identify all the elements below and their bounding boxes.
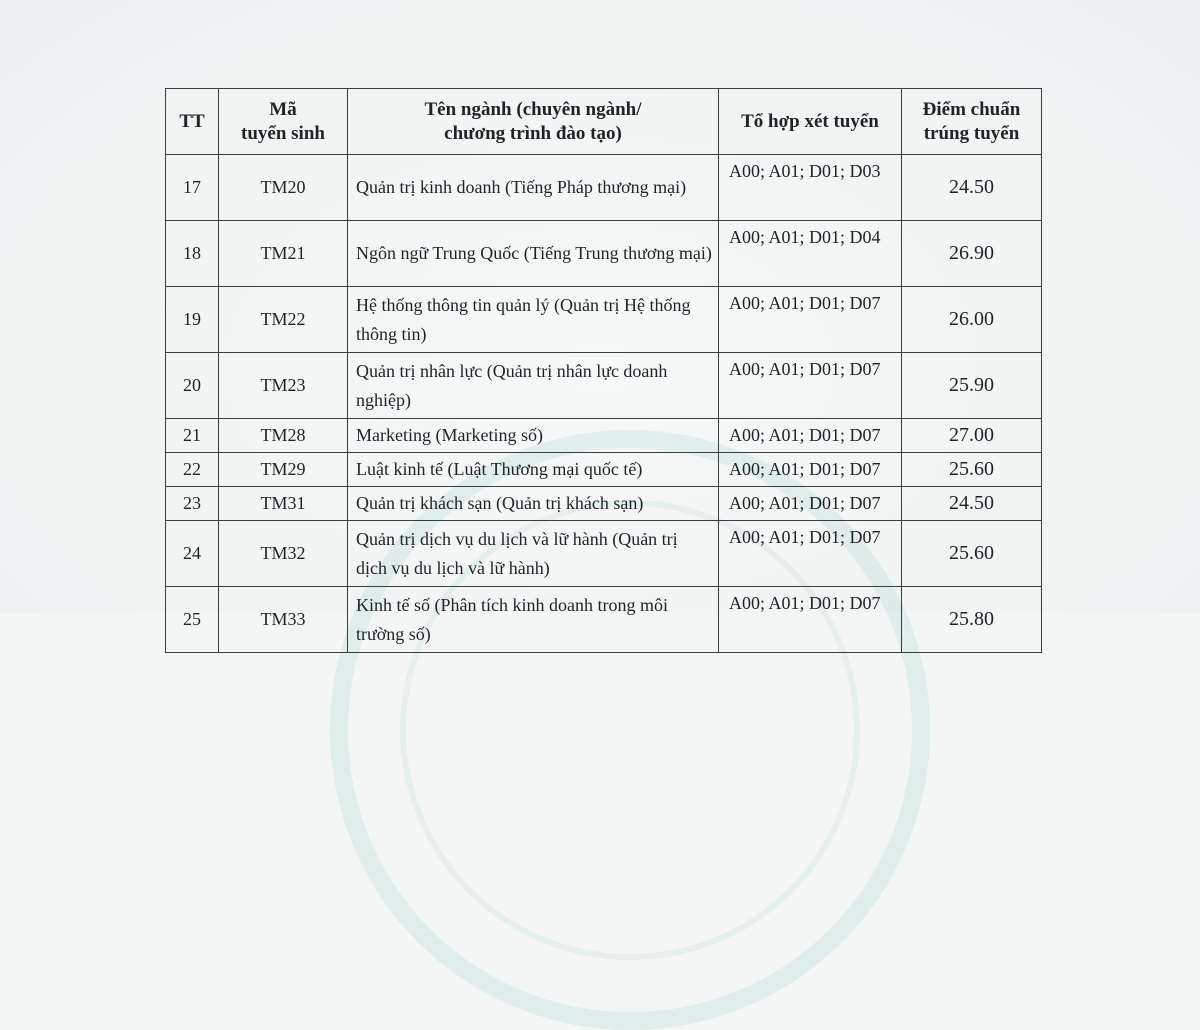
row-code: TM23	[219, 353, 348, 419]
row-tt: 18	[166, 221, 219, 287]
row-combo: A00; A01; D01; D04	[719, 221, 902, 287]
row-combo: A00; A01; D01; D07	[719, 353, 902, 419]
header-code	[219, 89, 348, 155]
row-code: TM32	[219, 521, 348, 587]
row-tt: 21	[166, 419, 219, 453]
row-score: 25.90	[902, 353, 1042, 419]
row-combo: A00; A01; D01; D07	[719, 521, 902, 587]
row-name: Quản trị khách sạn (Quản trị khách sạn)	[348, 487, 719, 521]
header-name	[348, 89, 719, 155]
row-tt: 17	[166, 155, 219, 221]
table-row	[166, 287, 1042, 353]
row-tt: 25	[166, 587, 219, 653]
row-score: 25.60	[902, 453, 1042, 487]
row-name: Quản trị nhân lực (Quản trị nhân lực doanh nghiệp)	[348, 353, 719, 419]
row-name: Luật kinh tế (Luật Thương mại quốc tế)	[348, 453, 719, 487]
row-code: TM28	[219, 419, 348, 453]
row-score: 24.50	[902, 155, 1042, 221]
row-combo: A00; A01; D01; D07	[719, 287, 902, 353]
row-tt: 23	[166, 487, 219, 521]
row-combo: A00; A01; D01; D07	[719, 587, 902, 653]
row-name: Marketing (Marketing số)	[348, 419, 719, 453]
table-row	[166, 221, 1042, 287]
header-tt: TT	[166, 89, 219, 155]
header-score-text: Điểm chuẩn trúng tuyển	[922, 98, 1021, 144]
row-score: 26.00	[902, 287, 1042, 353]
row-code: TM29	[219, 453, 348, 487]
table-row	[166, 487, 1042, 521]
header-code-text: Mã tuyển sinh	[241, 98, 325, 144]
header-combo: Tổ hợp xét tuyển	[719, 89, 902, 155]
row-score: 27.00	[902, 419, 1042, 453]
row-name: Quản trị dịch vụ du lịch và lữ hành (Quản trị dịch vụ du lịch và lữ hành)	[348, 521, 719, 587]
row-score: 24.50	[902, 487, 1042, 521]
table-row	[166, 155, 1042, 221]
row-code: TM33	[219, 587, 348, 653]
row-tt: 19	[166, 287, 219, 353]
table-header-row	[166, 89, 1042, 155]
row-combo: A00; A01; D01; D07	[719, 487, 902, 521]
row-name: Kinh tế số (Phân tích kinh doanh trong môi trường số)	[348, 587, 719, 653]
table-row	[166, 419, 1042, 453]
row-code: TM21	[219, 221, 348, 287]
table-row	[166, 453, 1042, 487]
row-code: TM31	[219, 487, 348, 521]
row-code: TM20	[219, 155, 348, 221]
row-name: Quản trị kinh doanh (Tiếng Pháp thương mại)	[348, 155, 719, 221]
table-row	[166, 353, 1042, 419]
admission-scores-table	[165, 88, 1042, 653]
row-tt: 20	[166, 353, 219, 419]
row-name: Ngôn ngữ Trung Quốc (Tiếng Trung thương mại)	[348, 221, 719, 287]
row-combo: A00; A01; D01; D07	[719, 453, 902, 487]
header-name-text: Tên ngành (chuyên ngành/ chương trình đào tạo)	[424, 98, 642, 144]
row-score: 25.60	[902, 521, 1042, 587]
row-score: 26.90	[902, 221, 1042, 287]
row-tt: 24	[166, 521, 219, 587]
table-row	[166, 587, 1042, 653]
row-code: TM22	[219, 287, 348, 353]
row-name: Hệ thống thông tin quản lý (Quản trị Hệ thống thông tin)	[348, 287, 719, 353]
row-combo: A00; A01; D01; D03	[719, 155, 902, 221]
row-combo: A00; A01; D01; D07	[719, 419, 902, 453]
header-score	[902, 89, 1042, 155]
row-tt: 22	[166, 453, 219, 487]
row-score: 25.80	[902, 587, 1042, 653]
table-row	[166, 521, 1042, 587]
